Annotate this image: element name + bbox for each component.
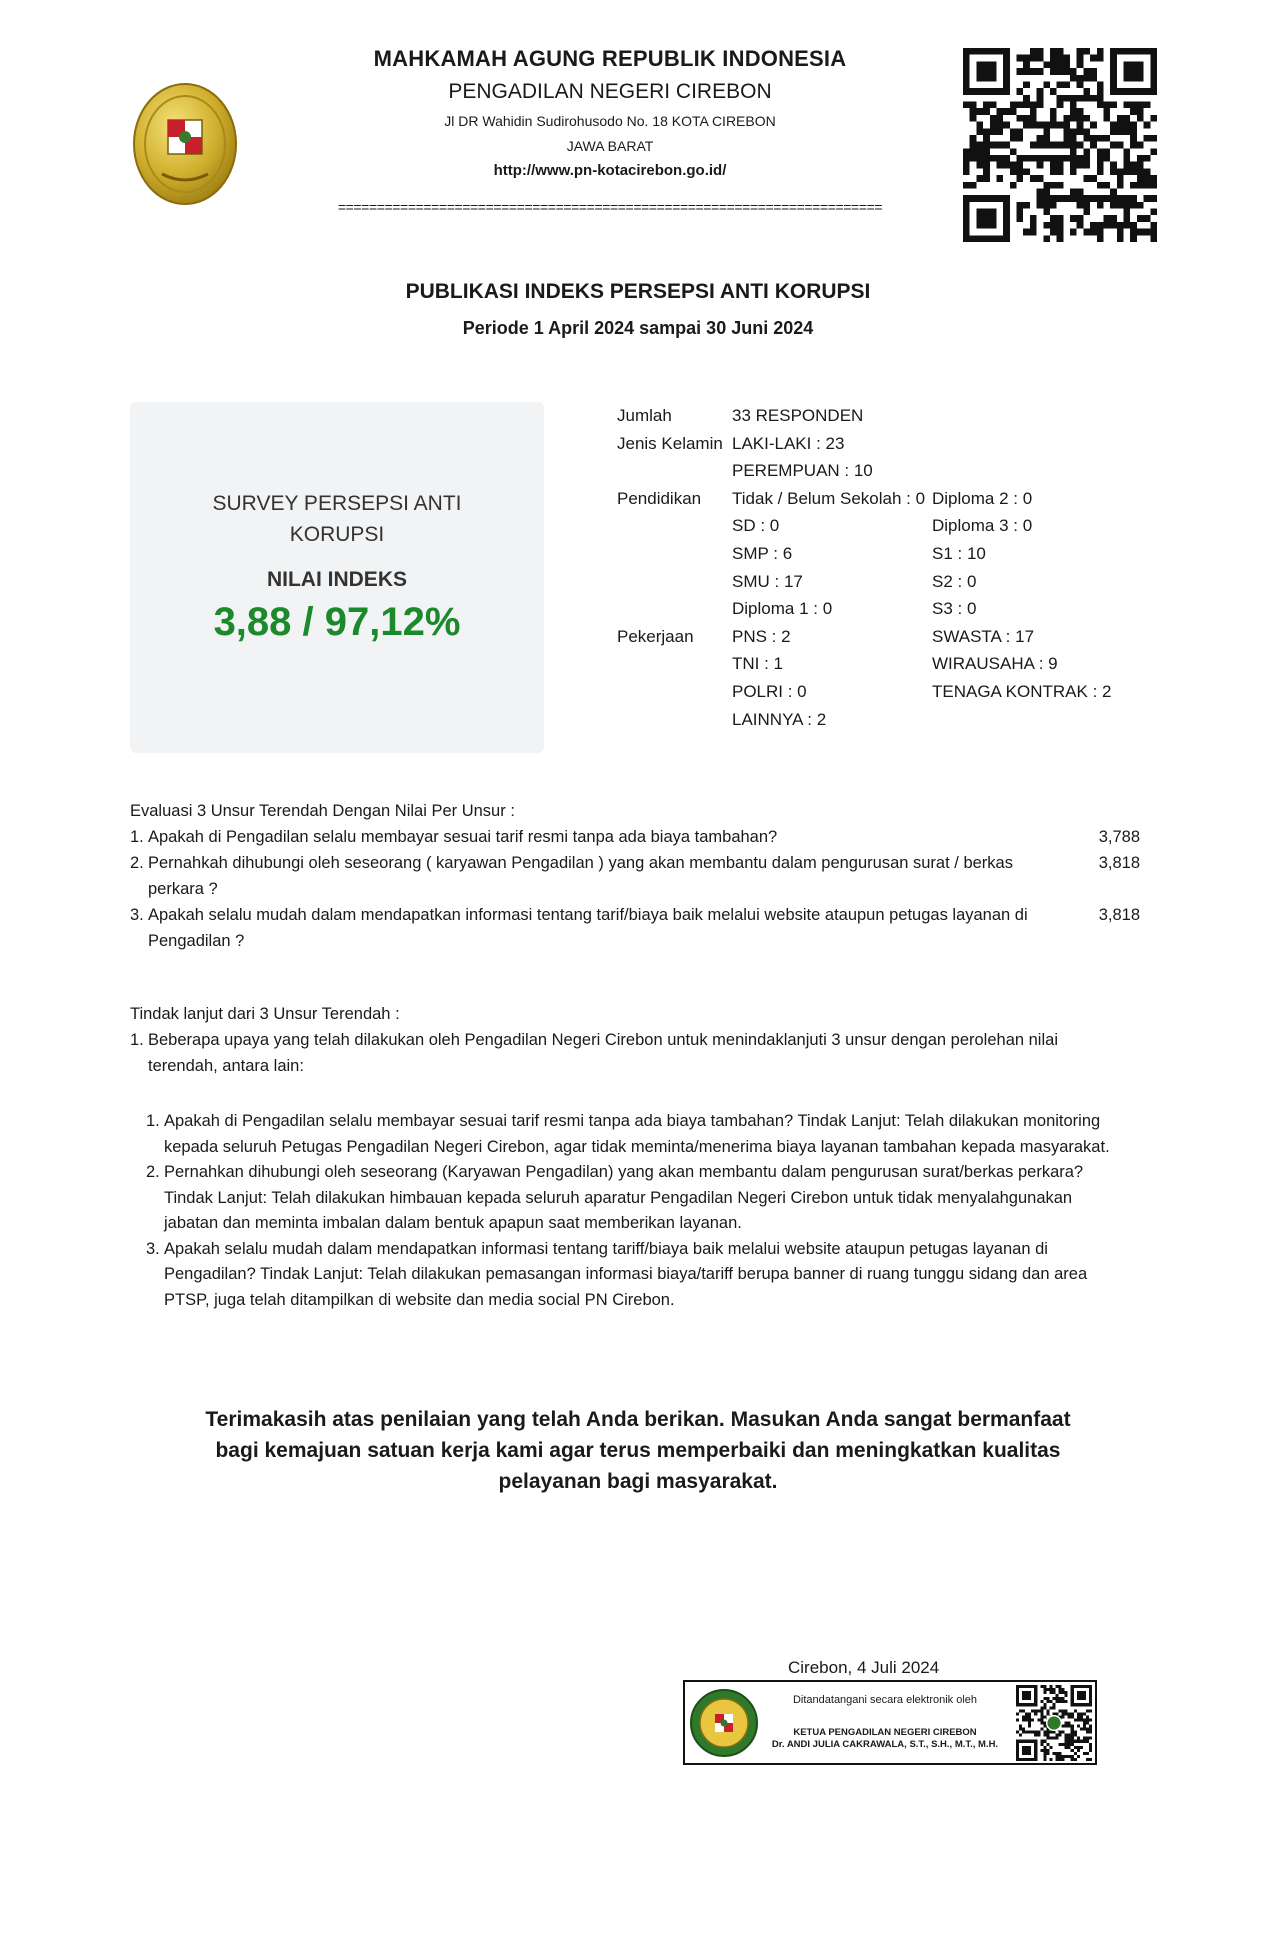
signer-info	[757, 1727, 1013, 1751]
jumlah-value: 33 RESPONDEN	[732, 406, 864, 425]
court-emblem-logo	[132, 82, 238, 206]
item-number: 2.	[146, 1163, 160, 1181]
item-text: Pernahkan dihubungi oleh seseorang (Karyawan Pengadilan) yang akan membantu dalam pengurusan surat/berkas perkara? Tindak Lanjut: Telah dilakukan himbauan kepada seluruh aparatur Pengadilan Negeri Cirebon untuk tidak menyalahgunakan jabatan dan meminta imbalan dalam bentuk apapun saat memberikan layanan.	[164, 1163, 1084, 1232]
survey-label: SURVEY PERSEPSI ANTI KORUPSI	[212, 492, 462, 546]
job-item: LAINNYA : 2	[732, 709, 827, 729]
job-item: SWASTA : 17	[932, 626, 1035, 646]
header-divider: ======================================================================	[337, 199, 883, 215]
evaluation-section	[130, 798, 1140, 954]
page-title: PUBLIKASI INDEKS PERSEPSI ANTI KORUPSI	[405, 280, 871, 303]
gender-male: LAKI-LAKI : 23	[732, 433, 845, 453]
education-item: SMU : 17	[732, 571, 803, 591]
item-number: 3.	[146, 1239, 160, 1258]
education-item: S2 : 0	[932, 571, 977, 591]
follow-up-list	[146, 1109, 1126, 1313]
education-item: Diploma 2 : 0	[932, 488, 1033, 508]
follow-up-intro	[130, 1027, 1130, 1079]
item-value: 3,818	[1098, 854, 1140, 872]
evaluation-heading: Evaluasi 3 Unsur Terendah Dengan Nilai Per Unsur :	[130, 802, 515, 820]
signature-date: Cirebon, 4 Juli 2024	[788, 1658, 940, 1677]
item-text: Apakah selalu mudah dalam mendapatkan informasi tentang tariff/biaya baik melalui website ataupun petugas layanan di Pengadilan? Tindak Lanjut: Telah dilakukan pemasangan informasi biaya/tariff berupa banner di ruang tunggu sidang dan area PTSP, juga telah ditampilkan di website dan media social PN Cirebon.	[164, 1239, 1088, 1309]
address-line-1: Jl DR Wahidin Sudirohusodo No. 18 KOTA CIREBON	[444, 113, 776, 129]
website-url[interactable]: http://www.pn-kotacirebon.go.id/	[493, 162, 727, 179]
item-number: 3.	[130, 906, 144, 924]
index-label: NILAI INDEKS	[266, 568, 407, 591]
job-item: TENAGA KONTRAK : 2	[932, 682, 1112, 701]
job-item: POLRI : 0	[732, 682, 807, 701]
education-item: Diploma 3 : 0	[932, 516, 1033, 536]
signer-position: KETUA PENGADILAN NEGERI CIREBON	[793, 1727, 977, 1738]
evaluation-item	[130, 850, 1140, 902]
gender-label: Jenis Kelamin	[617, 433, 723, 453]
evaluation-item	[130, 824, 1140, 850]
item-text: Apakah di Pengadilan selalu membayar sesuai tarif resmi tanpa ada biaya tambahan?	[148, 828, 778, 846]
follow-up-section	[130, 1001, 1130, 1079]
item-number: 1.	[130, 1031, 144, 1049]
follow-up-heading: Tindak lanjut dari 3 Unsur Terendah :	[130, 1005, 400, 1023]
court-name: PENGADILAN NEGERI CIREBON	[448, 80, 772, 103]
item-text: Apakah selalu mudah dalam mendapatkan informasi tentang tarif/biaya baik melalui website ataupun petugas layanan di Pengadilan ?	[148, 906, 1028, 950]
education-item: Tidak / Belum Sekolah : 0	[732, 488, 926, 508]
court-seal-icon	[689, 1687, 759, 1759]
education-item: Diploma 1 : 0	[732, 599, 833, 619]
education-item: S3 : 0	[932, 599, 977, 619]
item-number: 2.	[130, 854, 144, 872]
jumlah-label: Jumlah	[617, 406, 672, 425]
follow-up-item	[146, 1109, 1126, 1160]
follow-up-item	[146, 1160, 1126, 1237]
item-number: 1.	[146, 1112, 160, 1130]
education-item: SD : 0	[732, 516, 780, 536]
signer-name: Dr. ANDI JULIA CAKRAWALA, S.T., S.H., M.T., M.H.	[771, 1739, 999, 1750]
index-score: 3,88 / 97,12%	[213, 600, 461, 644]
item-number: 1.	[130, 828, 144, 846]
job-item: TNI : 1	[732, 654, 784, 674]
job-item: WIRAUSAHA : 9	[932, 654, 1058, 674]
item-value: 3,788	[1098, 828, 1140, 846]
item-text: Pernahkah dihubungi oleh seseorang ( karyawan Pengadilan ) yang akan membantu dalam pengurusan surat / berkas perkara ?	[148, 854, 1013, 898]
job-label: Pekerjaan	[617, 626, 694, 646]
evaluation-item	[130, 902, 1140, 954]
period-subtitle: Periode 1 April 2024 sampai 30 Juni 2024	[462, 318, 814, 338]
intro-text: Beberapa upaya yang telah dilakukan oleh Pengadilan Negeri Cirebon untuk menindaklanjuti 3 unsur dengan perolehan nilai terendah, antara lain:	[148, 1031, 1058, 1075]
qr-code-icon	[963, 48, 1157, 242]
follow-up-item	[146, 1237, 1126, 1314]
item-text: Apakah di Pengadilan selalu membayar sesuai tarif resmi tanpa ada biaya tambahan? Tindak Lanjut: Telah dilakukan monitoring kepada seluruh Petugas Pengadilan Negeri Cirebon, agar tidak meminta/menerima biaya layanan tambahan kepada masyarakat.	[164, 1112, 1110, 1156]
gender-female: PEREMPUAN : 10	[732, 461, 873, 481]
education-label: Pendidikan	[617, 488, 702, 508]
org-name: MAHKAMAH AGUNG REPUBLIK INDONESIA	[373, 46, 847, 71]
signature-qr-code-icon	[1016, 1685, 1092, 1761]
e-signature-box	[683, 1680, 1097, 1765]
signed-electronically-text: Ditandatangani secara elektronik oleh	[792, 1694, 978, 1706]
address-line-2: JAWA BARAT	[566, 138, 654, 154]
education-item: SMP : 6	[732, 544, 793, 563]
thank-you-message: Terimakasih atas penilaian yang telah Anda berikan. Masukan Anda sangat bermanfaat bagi kemajuan satuan kerja kami agar terus memperbaiki dan meningkatkan kualitas pelayanan bagi masyarakat.	[205, 1408, 1071, 1493]
education-item: S1 : 10	[932, 544, 986, 563]
letterhead	[270, 44, 950, 215]
score-card	[130, 402, 544, 753]
item-value: 3,818	[1098, 906, 1140, 924]
job-item: PNS : 2	[732, 626, 791, 646]
